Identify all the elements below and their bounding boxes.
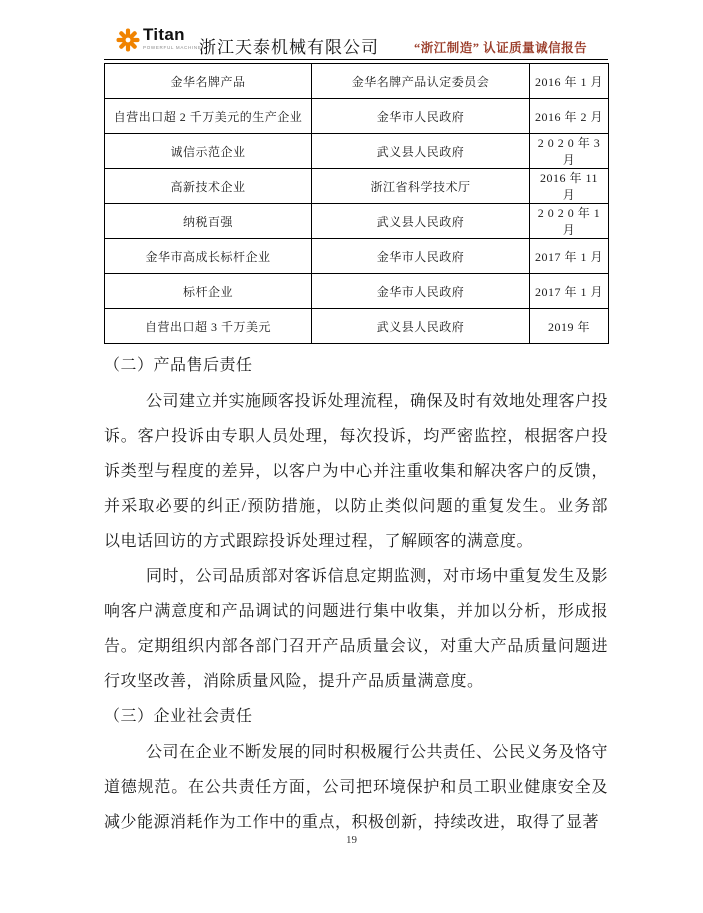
issuer-cell: 武义县人民政府 [312,204,530,239]
company-name: 浙江天泰机械有限公司 [199,38,379,57]
date-cell: 2 0 2 0 年 1 月 [530,204,609,239]
paragraph-line: 道德规范。在公共责任方面，公司把环境保护和员工职业健康安全及 [104,779,608,796]
date-cell: 2016 年 1 月 [530,64,609,99]
date-cell: 2016 年 2 月 [530,99,609,134]
issuer-cell: 金华市人民政府 [312,239,530,274]
table-row [105,204,609,239]
company-logo [116,26,202,52]
header-divider [104,59,608,60]
paragraph-line: 减少能源消耗作为工作中的重点，积极创新，持续改进，取得了显著 [104,814,600,831]
award-cell: 标杆企业 [105,274,312,309]
brand-name: Titan [143,25,185,44]
award-cell: 金华名牌产品 [105,64,312,99]
paragraph-line: 告。定期组织内部各部门召开产品质量会议，对重大产品质量问题进 [104,638,608,655]
date-cell: 2017 年 1 月 [530,239,609,274]
award-cell: 纳税百强 [105,204,312,239]
paragraph-line: 同时，公司品质部对客诉信息定期监测，对市场中重复发生及影 [146,568,609,585]
section-heading-3: （三）企业社会责任 [104,708,253,725]
issuer-cell: 浙江省科学技术厅 [312,169,530,204]
page-number: 19 [346,834,357,846]
paragraph-line: 公司建立并实施顾客投诉处理流程，确保及时有效地处理客户投 [146,393,609,410]
table-row [105,274,609,309]
date-cell: 2 0 2 0 年 3 月 [530,134,609,169]
date-cell: 2016 年 11 月 [530,169,609,204]
date-cell: 2017 年 1 月 [530,274,609,309]
date-cell: 2019 年 [530,309,609,344]
paragraph-line: 诉。客户投诉由专职人员处理，每次投诉，均严密监控，根据客户投 [104,428,608,445]
paragraph-line: 行攻坚改善，消除质量风险，提升产品质量满意度。 [104,673,484,690]
body-text [104,348,608,840]
issuer-cell: 金华市人民政府 [312,99,530,134]
issuer-cell: 武义县人民政府 [312,134,530,169]
section-heading-2: （二）产品售后责任 [104,357,253,374]
award-cell: 自营出口超 2 千万美元的生产企业 [105,99,312,134]
paragraph-line: 响客户满意度和产品调试的问题进行集中收集，并加以分析，形成报 [104,603,608,620]
table-row [105,134,609,169]
award-cell: 诚信示范企业 [105,134,312,169]
paragraph-line: 并采取必要的纠正/预防措施，以防止类似问题的重复发生。业务部 [104,498,608,515]
table-row [105,169,609,204]
table-row [105,309,609,344]
awards-table [104,63,609,344]
award-cell: 金华市高成长标杆企业 [105,239,312,274]
table-row [105,64,609,99]
table-row [105,99,609,134]
brand-tagline: POWERFUL MACHINE [143,45,202,50]
issuer-cell: 金华名牌产品认定委员会 [312,64,530,99]
paragraph-line: 以电话回访的方式跟踪投诉处理过程，了解顾客的满意度。 [104,533,534,550]
award-cell: 自营出口超 3 千万美元 [105,309,312,344]
paragraph-line: 公司在企业不断发展的同时积极履行公共责任、公民义务及恪守 [146,744,609,761]
report-title: “浙江制造” 认证质量诚信报告 [414,41,588,55]
issuer-cell: 武义县人民政府 [312,309,530,344]
gear-logo-icon [116,28,140,52]
issuer-cell: 金华市人民政府 [312,274,530,309]
table-row [105,239,609,274]
award-cell: 高新技术企业 [105,169,312,204]
paragraph-line: 诉类型与程度的差异，以客户为中心并注重收集和解决客户的反馈， [104,463,608,480]
